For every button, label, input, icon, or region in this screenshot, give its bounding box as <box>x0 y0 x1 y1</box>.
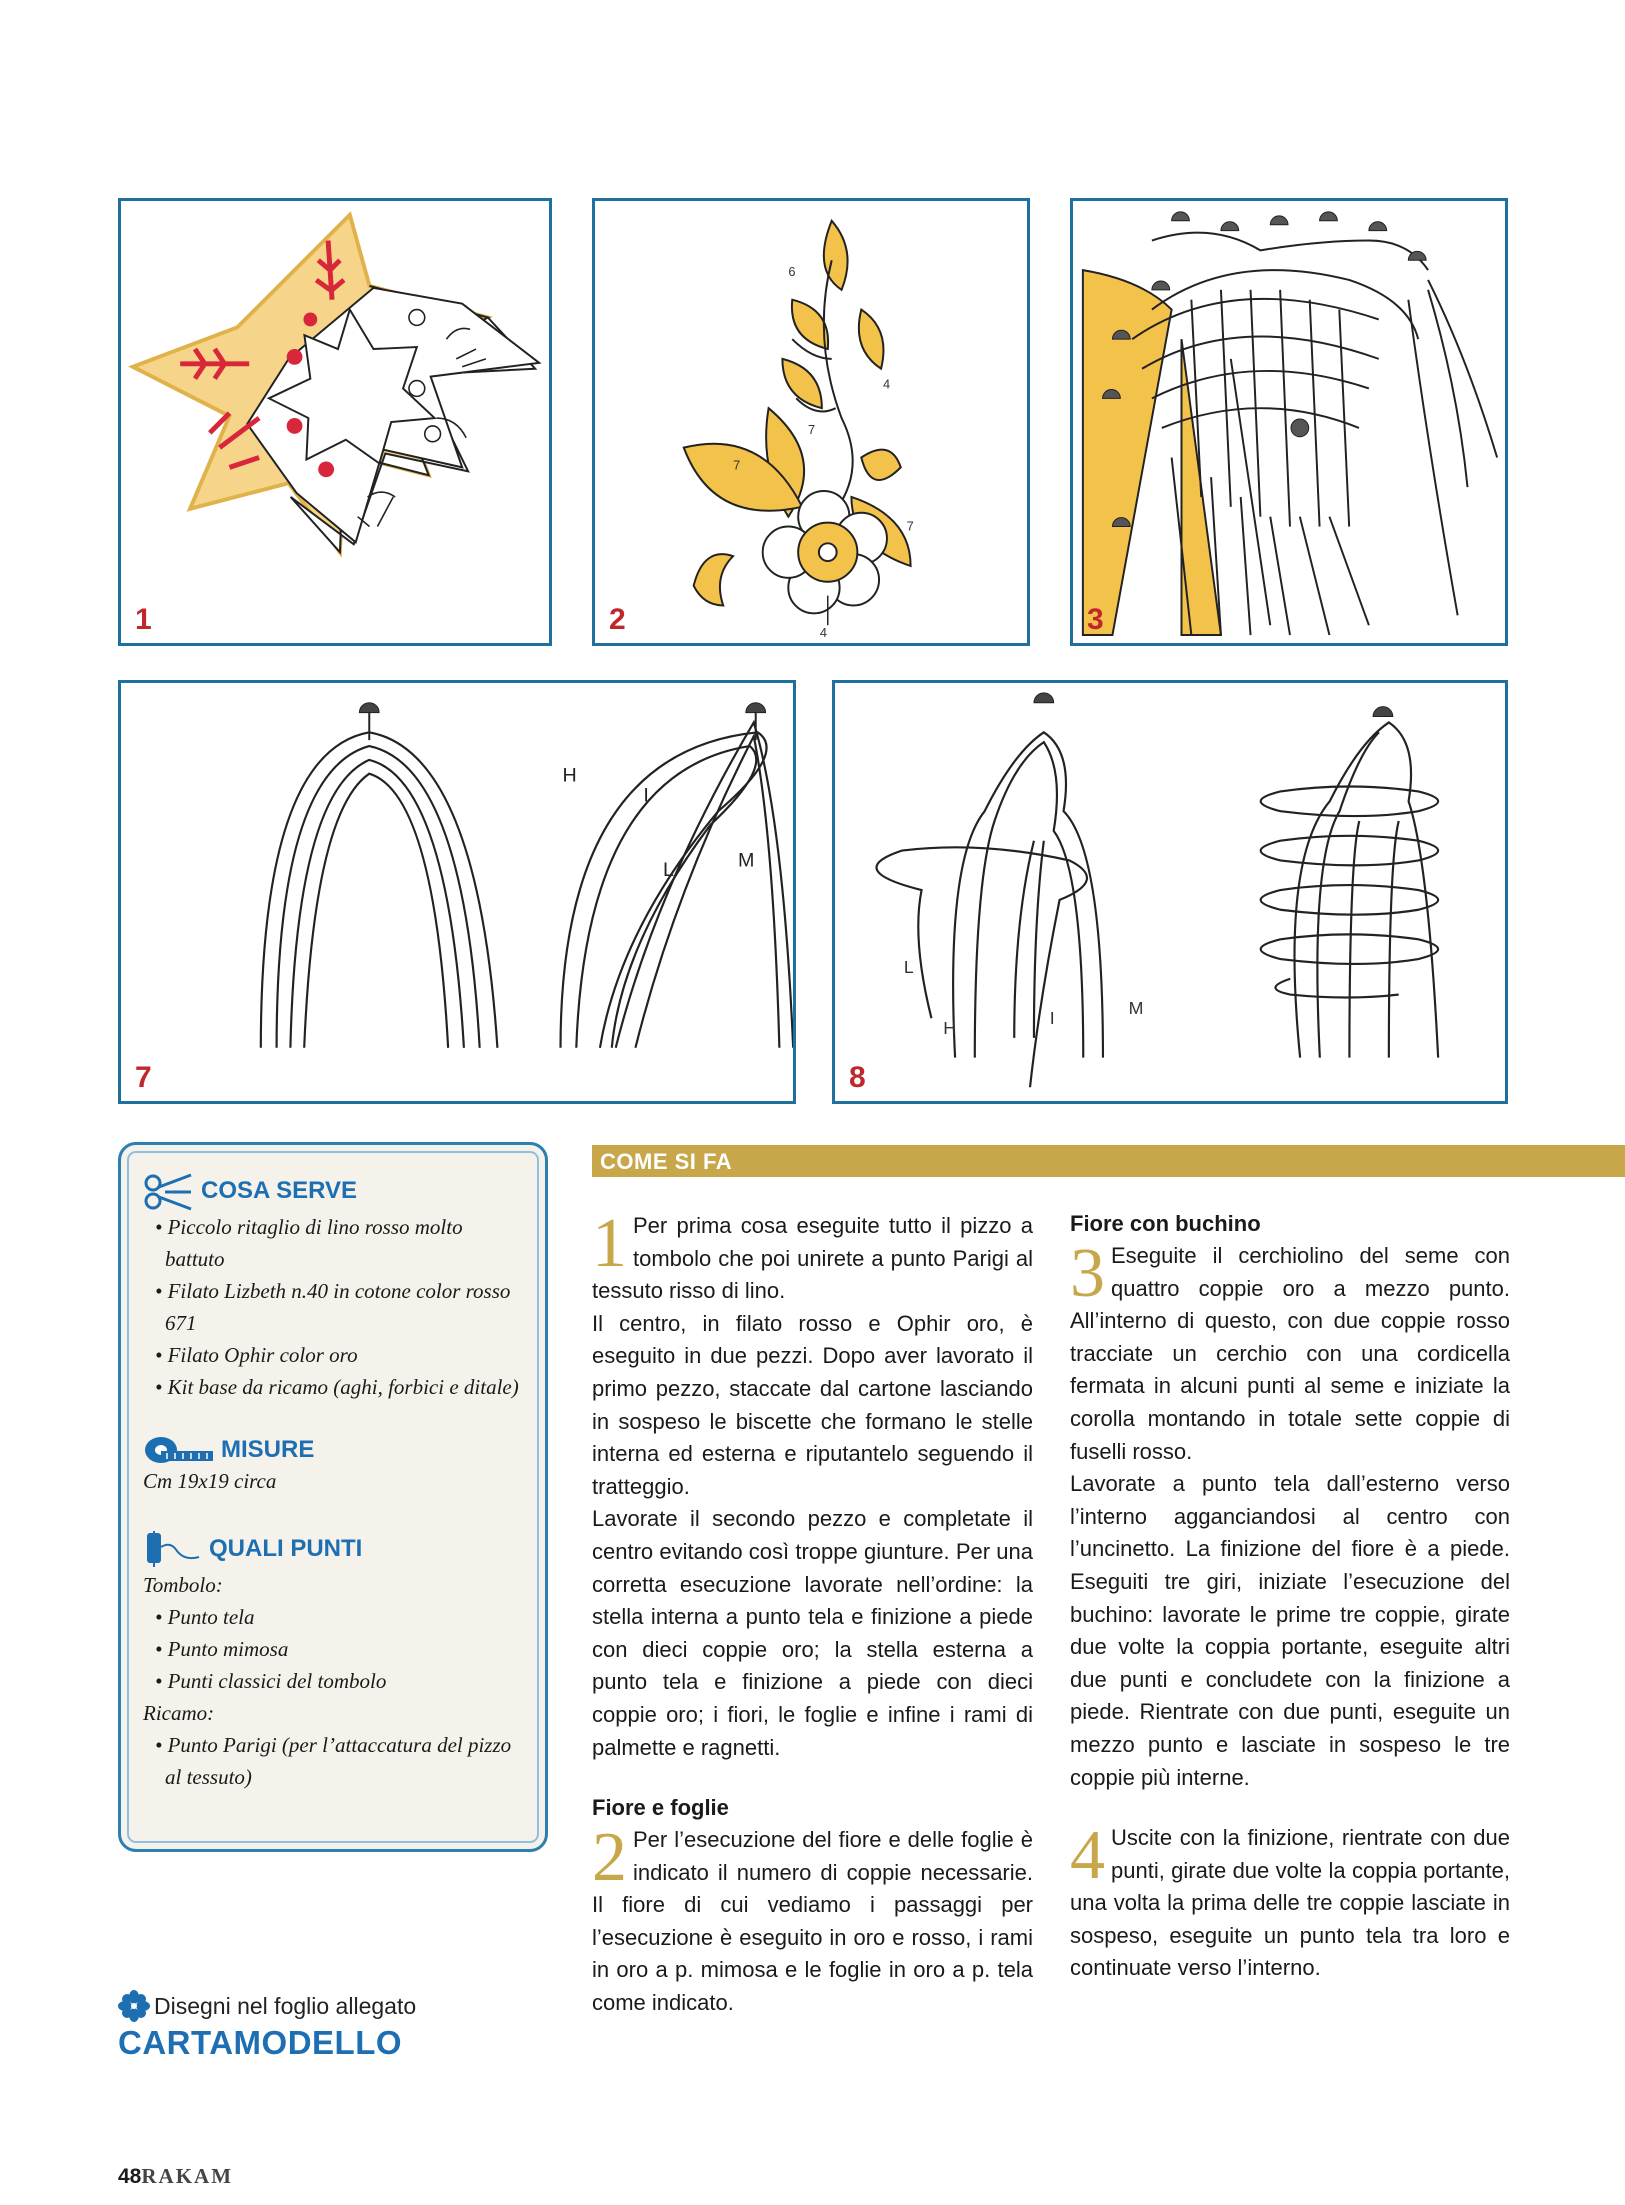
tape-measure-icon <box>143 1435 215 1465</box>
flower-leaves-illustration <box>595 201 1027 643</box>
figure-number: 3 <box>1087 603 1104 636</box>
page-folio <box>118 2164 233 2189</box>
scissors-icon <box>143 1171 195 1211</box>
label-7-left: 7 <box>733 457 741 473</box>
quali-punti-title: QUALI PUNTI <box>209 1535 363 1562</box>
step-4-number: 4 <box>1070 1817 1105 1895</box>
cartamodello-title: CARTAMODELLO <box>118 2024 403 2061</box>
label-4-top: 4 <box>883 376 891 392</box>
come-si-fa-bar <box>592 1145 1625 1177</box>
label-4-bottom: 4 <box>819 625 828 641</box>
instructions-column-1 <box>592 1205 1033 2020</box>
step-3-text: Eseguite il cerchiolino del seme con quattro coppie oro a mezzo punto. All’interno di questo, con due coppie rosso tracciate un cerchio con una cordicella fermata in alcuni punti al seme e iniziate la corolla montando in totale sette coppie di fuselli rosso. <box>1070 1243 1510 1464</box>
label-L: L <box>663 859 675 882</box>
materials-box <box>118 1142 548 1852</box>
step-1-paragraph-3: Lavorate il secondo pezzo e completate il centro evitando così troppe giunture. Per una corretta esecuzione lavorate nell’ordine: la stella interna a punto tela e finizione a piede con dieci coppie oro; la stella esterna a punto tela e finizione a piede con dieci coppie oro; i fiori, le foglie e infine i rami di palmette e ragnetti. <box>592 1506 1033 1760</box>
come-si-fa-title: COME SI FA <box>600 1149 733 1174</box>
flower-star-icon <box>118 1990 150 2022</box>
step-3 <box>1070 1235 1510 1468</box>
step-3-paragraph-2: Lavorate a punto tela dall’esterno verso l’interno agganciandosi al centro con l’uncinetto. La finizione del fiore è a piede. Eseguiti tre giri, iniziate l’esecuzione del buchino: lavorate le prime tre coppie, girate due volte la coppia portante, eseguite altri due punti e concludete con la finizione a piede. Rientrate con due punti, eseguite un mezzo punto e lasciate in sospeso le tre coppie più interne. <box>1070 1471 1510 1790</box>
step-1-number: 1 <box>592 1205 627 1282</box>
misure-value-wrap <box>143 1465 523 1497</box>
page-number: 48 <box>118 2165 142 2188</box>
cartamodello-block <box>118 1990 538 2062</box>
label-H: H <box>943 1017 957 1038</box>
figure-number: 8 <box>849 1061 866 1094</box>
star-illustration <box>121 201 549 643</box>
label-I: I <box>1049 1008 1055 1029</box>
figure-3-weaving <box>1070 198 1508 646</box>
figure-7-pairs <box>118 680 796 1104</box>
misure-value: Cm 19x19 circa <box>143 1469 277 1493</box>
label-H: H <box>562 764 577 787</box>
list-item: • Kit base da ricamo (aghi, forbici e ditale) <box>155 1375 519 1399</box>
instructions-column-2 <box>1070 1208 1510 1985</box>
figure-number: 2 <box>609 603 626 636</box>
misure-header <box>143 1435 523 1465</box>
cosa-serve-header <box>143 1171 523 1211</box>
figure-number: 1 <box>135 603 152 636</box>
figure-number: 7 <box>135 1061 152 1094</box>
step-3-heading: Fiore con buchino <box>1070 1211 1261 1236</box>
cosa-serve-list <box>143 1211 523 1403</box>
figure-2-flower <box>592 198 1030 646</box>
step-1-paragraph-2: Il centro, in filato rosso e Ophir oro, è eseguito in due pezzi. Dopo aver lavorato il primo pezzo, staccate dal cartone lasciando in sospeso le biscette che formano le stelle interna ed esterna e riputantelo seguendo il tratteggio. <box>592 1310 1033 1499</box>
step-1 <box>592 1205 1033 1308</box>
list-heading: Ricamo: <box>143 1701 215 1725</box>
list-item: • Punto tela <box>155 1605 255 1629</box>
quali-punti-header <box>143 1529 523 1569</box>
list-item: • Punto mimosa <box>155 1637 289 1661</box>
step-3-number: 3 <box>1070 1235 1105 1312</box>
figure-1-star <box>118 198 552 646</box>
step-1-text: Per prima cosa eseguite tutto il pizzo a tombolo che poi unirete a punto Parigi al tessuto risso di lino. <box>592 1213 1033 1304</box>
list-item: • Punti classici del tombolo <box>155 1669 387 1693</box>
list-item: • Punto Parigi (per l’attaccatura del pizzo al tessuto) <box>155 1733 512 1789</box>
step-2-text: Per l’esecuzione del fiore e delle foglie è indicato il numero di coppie necessarie. Il fiore di cui vediamo i passaggi per l’esecuzione è eseguito in oro e rosso, i rami in oro a p. mimosa e le foglie in oro a p. tela come indicato. <box>592 1827 1033 2016</box>
magazine-name: RAKAM <box>141 2164 234 2188</box>
list-item: • Filato Ophir color oro <box>155 1343 358 1367</box>
step-2-number: 2 <box>592 1819 627 1897</box>
step-4-text: Uscite con la finizione, rientrate con due punti, girate due volte la coppia portante, una volta la prima delle tre coppie lasciate in sospeso, eseguite un punto tela tra loro e continuate verso l’interno. <box>1070 1825 1510 1981</box>
list-heading: Tombolo: <box>143 1573 223 1597</box>
twists-illustration <box>835 683 1505 1101</box>
cartamodello-note: Disegni nel foglio allegato <box>154 1992 417 2019</box>
step-4 <box>1070 1817 1510 1985</box>
label-L: L <box>903 956 914 977</box>
list-item: • Piccolo ritaglio di lino rosso molto battuto <box>155 1215 463 1271</box>
label-6: 6 <box>788 264 796 280</box>
label-M: M <box>1128 998 1144 1019</box>
cosa-serve-title: COSA SERVE <box>201 1177 358 1204</box>
label-7-leaf: 7 <box>808 421 816 437</box>
step-2-heading: Fiore e foglie <box>592 1795 729 1821</box>
figure-8-twists <box>832 680 1508 1104</box>
needle-thread-icon <box>143 1529 203 1569</box>
step-2 <box>592 1819 1033 2020</box>
list-item: • Filato Lizbeth n.40 in cotone color rosso 671 <box>155 1279 511 1335</box>
weaving-illustration <box>1073 201 1505 643</box>
label-7-right: 7 <box>906 518 914 534</box>
label-I: I <box>643 784 649 807</box>
label-M: M <box>737 849 755 872</box>
misure-title: MISURE <box>221 1436 315 1463</box>
quali-punti-list <box>143 1569 523 1793</box>
pairs-illustration <box>121 683 793 1101</box>
